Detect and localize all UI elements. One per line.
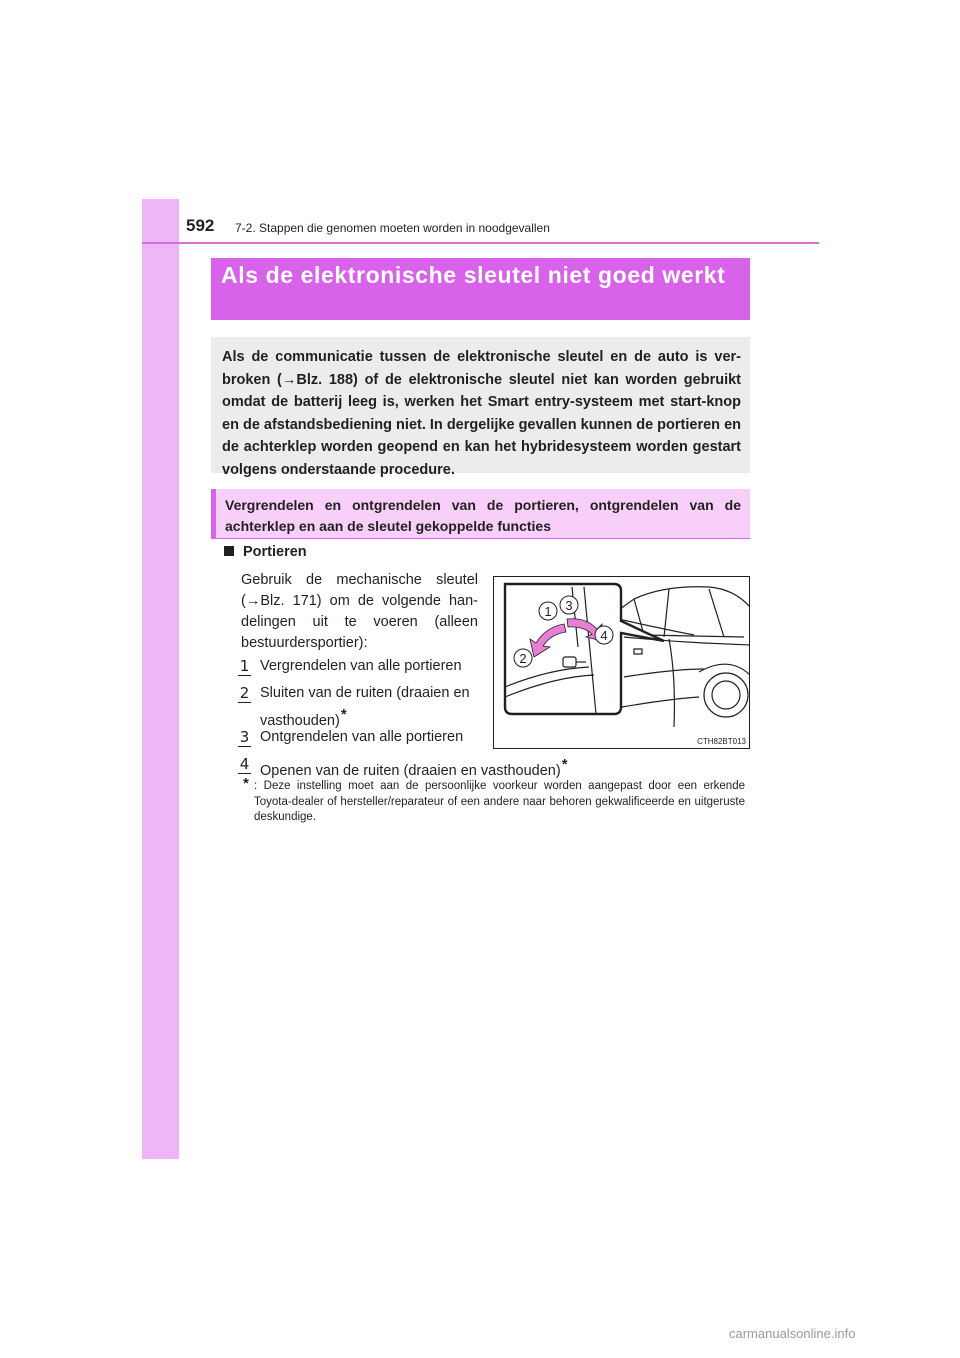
section-heading: Vergrendelen en ontgrendelen van de portieren, ontgrendelen van de achterklep en aan de sleutel gekoppelde functies xyxy=(225,497,741,534)
footnote-text: : Deze instelling moet aan de persoonlijke voorkeur worden aangepast door een erkende Toyota-dealer of hersteller/reparateur of een andere naar behoren gekwalificeerde en uitgeruste deskundige. xyxy=(254,780,745,823)
page-title: Als de elektronische sleutel niet goed werkt xyxy=(221,262,726,288)
car-door-lock-illustration xyxy=(494,577,750,749)
subsection-body: Gebruik de mechanische sleutel (→Blz. 171) om de volgende han-delingen uit te voeren (alleen bestuurdersportier): xyxy=(241,572,478,651)
callout-4: 4 xyxy=(600,628,608,643)
square-bullet-icon xyxy=(224,546,234,556)
asterisk-mark: * xyxy=(340,706,347,723)
title-bar xyxy=(211,258,750,320)
footnote-mark: * xyxy=(243,775,249,792)
intro-box xyxy=(211,337,750,478)
section-heading-bar xyxy=(211,489,750,539)
figure-code: CTH82BT013 xyxy=(697,737,746,746)
callout-3: 3 xyxy=(565,598,573,613)
footnote xyxy=(243,775,745,826)
watermark: carmanualsonline.info xyxy=(729,1326,856,1341)
callout-1: 1 xyxy=(544,604,552,619)
header-rule xyxy=(142,242,819,244)
door-key-illustration xyxy=(493,576,750,749)
chapter-tab-strip xyxy=(142,199,179,1159)
page-number: 592 xyxy=(186,216,215,235)
subsection-heading-text: Portieren xyxy=(243,544,307,560)
step-number: 4 xyxy=(239,755,250,773)
step-text: Vergrendelen van alle portieren xyxy=(260,658,462,674)
intro-text: Als de communicatie tussen de elektronische sleutel en de auto is ver-broken (→Blz. 188) of de elektronische sleutel niet kan worden gebruikt omdat de batterij leeg is, werken het Smart entry-systeem met start-knop en de afstandsbediening niet. In dergelijke gevallen kunnen de portieren en de achterklep worden geopend en kan het hybridesysteem worden gestart volgens onderstaande procedure. xyxy=(222,349,741,478)
step-number: 3 xyxy=(239,728,250,746)
callout-2: 2 xyxy=(519,651,527,666)
step-text-content: Sluiten van de ruiten (draaien en vasthouden) xyxy=(260,685,470,729)
step-number: 1 xyxy=(239,657,250,675)
step-text xyxy=(260,683,482,732)
step-text: Ontgrendelen van alle portieren xyxy=(260,729,464,745)
subsection-heading xyxy=(224,544,307,560)
running-header: 7-2. Stappen die genomen moeten worden in noodgevallen xyxy=(235,221,550,235)
asterisk-mark: * xyxy=(561,756,568,773)
step-text-content: Openen van de ruiten (draaien en vasthouden) xyxy=(260,763,561,779)
step-text xyxy=(260,754,568,782)
step-number: 2 xyxy=(239,684,250,702)
